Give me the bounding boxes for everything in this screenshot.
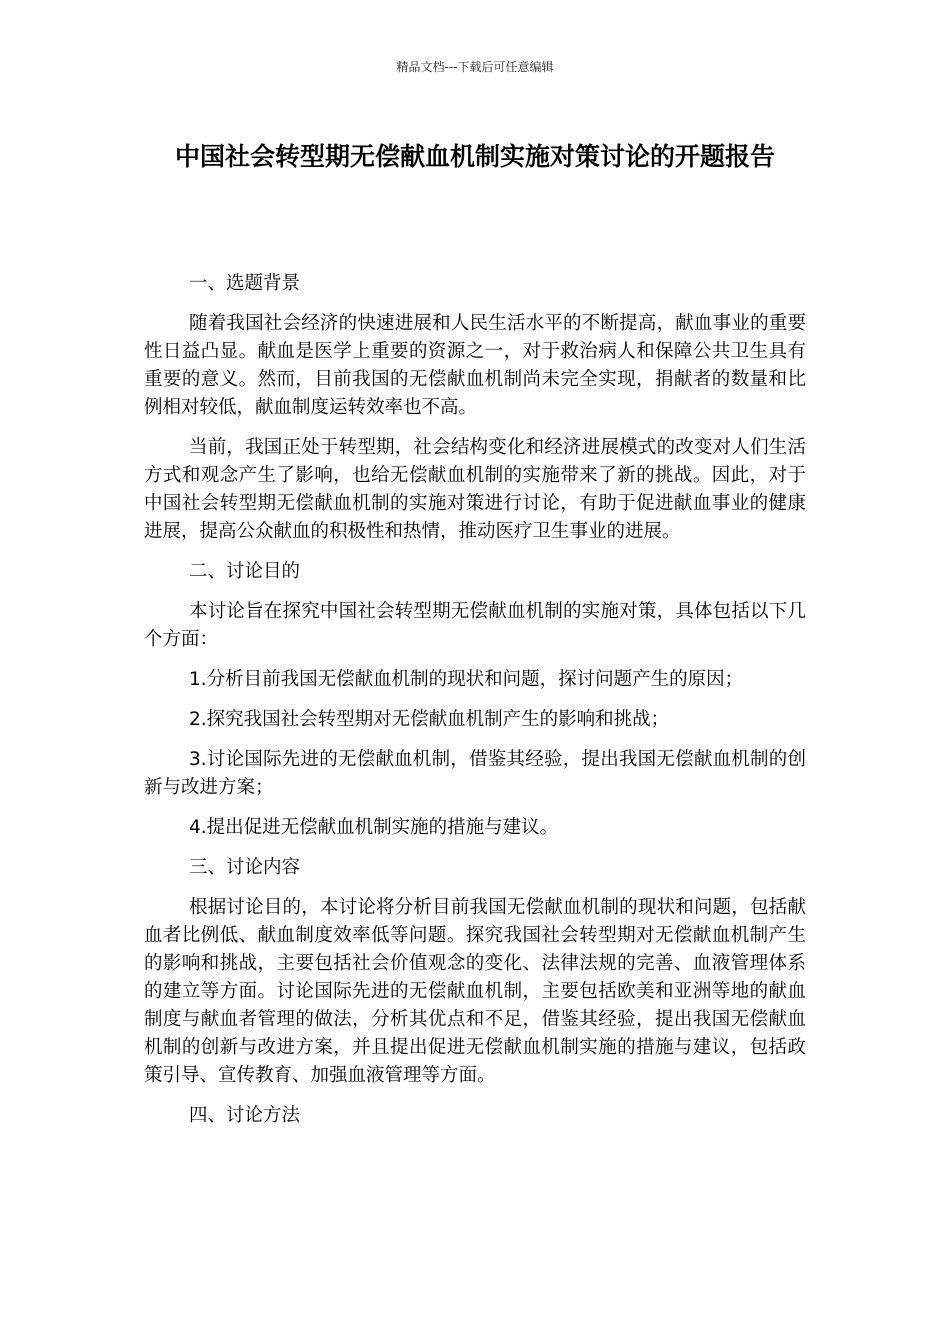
section-heading: 二、讨论目的 <box>189 561 301 582</box>
document-body <box>144 270 806 1142</box>
body-paragraph: 根据讨论目的，本讨论将分析目前我国无偿献血机制的现状和问题，包括献血者比例低、献血制度效率低等问题。探究我国社会转型期对无偿献血机制产生的影响和挑战，主要包括社会价值观念的变化、法律法规的完善、血液管理体系的建立等方面。讨论国际先进的无偿献血机制，主要包括欧美和亚洲等地的献血制度与献血者管理的做法，分析其优点和不足，借鉴其经验，提出我国无偿献血机制的创新与改进方案，并且提出促进无偿献血机制实施的措施与建议，包括政策引导、宣传教育、加强血液管理等方面。 <box>144 897 806 1086</box>
page-header-note: 精品文档---下载后可任意编辑 <box>396 60 554 74</box>
list-item: 2.探究我国社会转型期对无偿献血机制产生的影响和挑战； <box>189 709 670 730</box>
document-title: 中国社会转型期无偿献血机制实施对策讨论的开题报告 <box>174 142 775 171</box>
list-item: 3.讨论国际先进的无偿献血机制，借鉴其经验，提出我国无偿献血机制的创新与改进方案； <box>144 749 806 798</box>
body-paragraph: 本讨论旨在探究中国社会转型期无偿献血机制的实施对策，具体包括以下几个方面： <box>144 601 806 650</box>
list-item: 1.分析目前我国无偿献血机制的现状和问题，探讨问题产生的原因； <box>189 669 744 690</box>
body-paragraph: 当前，我国正处于转型期，社会结构变化和经济进展模式的改变对人们生活方式和观念产生了影响，也给无偿献血机制的实施带来了新的挑战。因此，对于中国社会转型期无偿献血机制的实施对策进行讨论，有助于促进献血事业的健康进展，提高公众献血的积极性和热情，推动医疗卫生事业的进展。 <box>144 437 806 542</box>
body-paragraph: 随着我国社会经济的快速进展和人民生活水平的不断提高，献血事业的重要性日益凸显。献血是医学上重要的资源之一，对于救治病人和保障公共卫生具有重要的意义。然而，目前我国的无偿献血机制尚未完全实现，捐献者的数量和比例相对较低，献血制度运转效率也不高。 <box>144 313 806 418</box>
list-item: 4.提出促进无偿献血机制实施的措施与建议。 <box>189 817 559 838</box>
section-heading: 四、讨论方法 <box>189 1105 301 1126</box>
section-heading: 一、选题背景 <box>189 273 301 294</box>
section-heading: 三、讨论内容 <box>189 857 301 878</box>
